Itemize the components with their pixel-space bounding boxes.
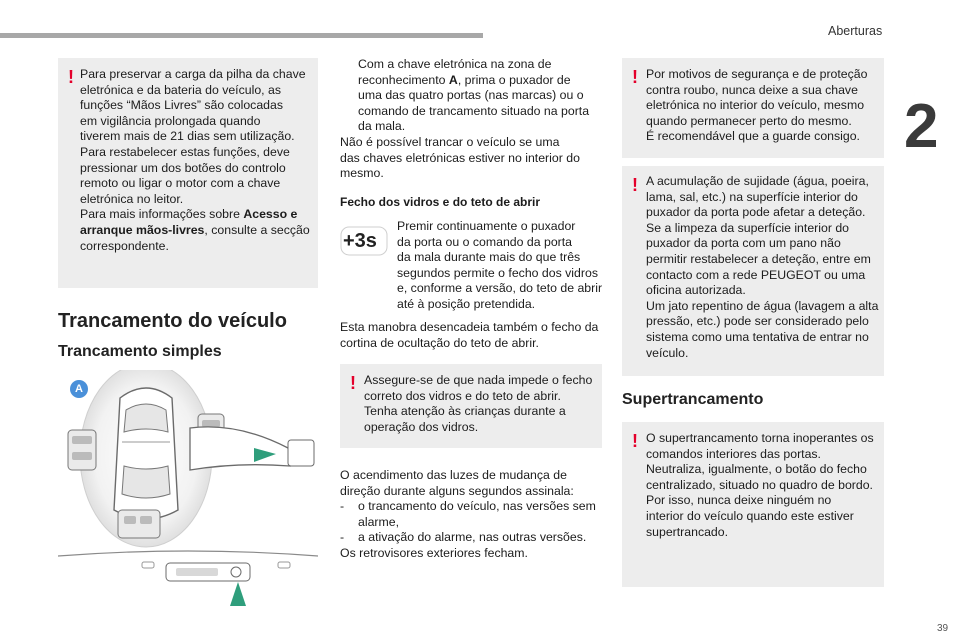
blind-text: Esta manobra desencadeia também o fecho da cortina de ocultação do teto de abrir.	[340, 320, 599, 350]
warning-battery	[58, 58, 318, 288]
warning-battery-text: Para preservar a carga da pilha da chave eletrónica e da bateria do veículo, as funções “Mãos Livres” são colocadas em vigilância prolongada quando tiverem mais de 21 dias sem utilização. Para restabelecer estas funções, deve pressionar um dos botões do controlo remoto ou ligar o motor com a chave eletrónica no leitor. Para mais informações sobre Acesso e arranque mãos-livres, consulte a secção correspondente.	[80, 67, 310, 253]
zone-a-badge: A	[70, 380, 88, 398]
page-number: 39	[937, 623, 949, 634]
warning-icon: !	[68, 67, 74, 87]
chapter-number: 2	[904, 92, 939, 161]
warning-icon: !	[632, 175, 638, 195]
heading-close-windows: Fecho dos vidros e do teto de abrir	[340, 195, 541, 209]
hold-badge-text: +3s	[343, 230, 377, 252]
warning-security-text: Por motivos de segurança e de proteção contra roubo, nunca deixe a sua chave eletrónica no interior do veículo, mesmo quando permanecer perto do mesmo. É recomendável que a guarde consigo.	[646, 67, 868, 144]
warning-icon: !	[632, 431, 638, 451]
header-rule	[0, 33, 483, 38]
heading-deadlocking: Supertrancamento	[622, 391, 764, 408]
step-paragraph	[340, 57, 605, 182]
step-text: Com a chave eletrónica na zona de reconhecimento A, prima o puxador de uma das quatro portas (nas marcas) ou o comando de trancamento situado na porta da mala.	[358, 57, 590, 134]
hold-3s-icon	[340, 226, 388, 256]
hold-text: Premir continuamente o puxador da porta ou o comando da porta da mala durante mais do que três segundos permite o fecho dos vidros e, conforme a versão, do teto de abrir até à posição pretendida.	[397, 219, 603, 311]
inside-key-note: Não é possível trancar o veículo se uma das chaves eletrónicas estiver no interior do mesmo.	[340, 134, 580, 181]
warning-deadlock	[622, 422, 884, 587]
warning-dirt-text: A acumulação de sujidade (água, poeira, lama, sal, etc.) na superfície interior do puxador da porta pode afetar a deteção. Se a limpeza da superfície interior do puxador da porta com um pano não permitir restabelecer a deteção, entre em contacto com a rede PEUGEOT ou uma oficina autorizada. Um jato repentino de água (lavagem a alta pressão, etc.) pode ser considerado pelo sistema como uma tentativa de entrar no veículo.	[646, 174, 879, 360]
heading-simple-locking: Trancamento simples	[58, 343, 222, 360]
indicator-item-1	[340, 499, 605, 530]
car-door-illustration	[58, 370, 318, 610]
section-title: Aberturas	[828, 24, 883, 38]
warning-deadlock-text: O supertrancamento torna inoperantes os comandos interiores das portas. Neutraliza, igualmente, o botão do fecho centralizado, situado no quadro de bordo. Por isso, nunca deixe ninguém no interior do veículo quando este estiver supertrancado.	[646, 431, 874, 539]
warning-icon: !	[632, 67, 638, 87]
indicator-1-text: o trancamento do veículo, nas versões sem alarme,	[358, 499, 596, 529]
locking-illustration	[58, 370, 318, 610]
warning-security	[622, 58, 884, 158]
indicators-block	[340, 468, 605, 562]
warning-windows	[340, 364, 602, 448]
warning-icon: !	[350, 373, 356, 393]
indicator-1-dash: -	[340, 499, 345, 514]
warning-windows-text: Assegure-se de que nada impede o fecho correto dos vidros e do teto de abrir. Tenha atenção às crianças durante a operação dos vidros.	[364, 373, 593, 434]
warning-dirt	[622, 166, 884, 376]
indicators-intro: O acendimento das luzes de mudança de direção durante alguns segundos assinala:	[340, 468, 574, 498]
indicator-2-text: a ativação do alarme, nas outras versões.	[358, 530, 587, 545]
indicator-item-2	[340, 530, 605, 546]
heading-locking: Trancamento do veículo	[58, 310, 287, 332]
mirrors-text: Os retrovisores exteriores fecham.	[340, 545, 528, 560]
indicator-2-dash: -	[340, 530, 345, 545]
